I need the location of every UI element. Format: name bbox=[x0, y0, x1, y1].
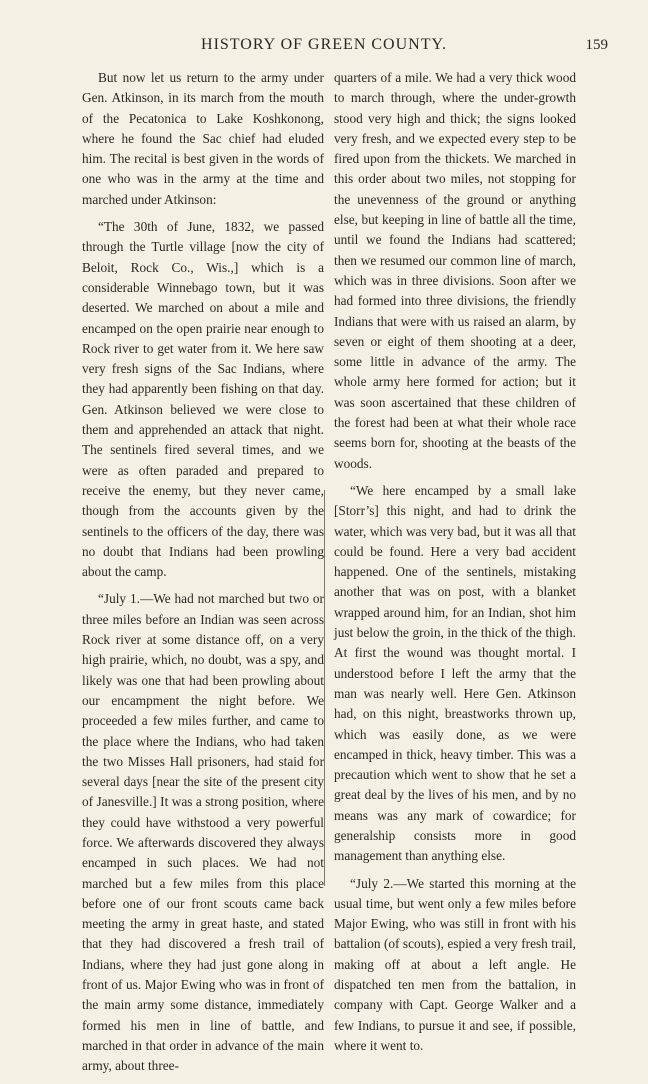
paragraph: “We here encamped by a small lake [Storr’s] this night, and had to drink the water, which was very bad, but it was all that could be found. Here a very bad accident happened. One of the sentinels, mistaking another that was on post, with a blanket wrapped around him, for an Indian, shot him just below the groin, in the thick of the thigh. At first the wound was thought mortal. I understood before I left the army that the man was nearly well. Here Gen. Atkinson had, on this night, breastworks thrown up, which was easily done, as we were encamped in thick, heavy timber. This was a precaution which went to show that he set a great deal by the lives of his men, and by no means was any mark of cowardice; for generalship consists more in good management than anything else. bbox=[334, 482, 576, 864]
paragraph: “The 30th of June, 1832, we passed through the Turtle village [now the city of Beloit, Rock Co., Wis.,] which is a considerable Winnebago town, but it was deserted. We marched on about a mile and encamped on the open prairie near enough to Rock river to get water from it. We here saw very fresh signs of the Sac Indians, where they had apparently been fishing on that day. Gen. Atkinson believed we were close to them and apprehended an attack that night. The sentinels fired several times, and we were as often paraded and prepared to receive the enemy, but they never came, though from the accounts given by the sentinels to the officers of the day, there was no doubt that Indians had been prowling about the camp. bbox=[82, 219, 324, 580]
paragraph: But now let us return to the army under Gen. Atkinson, in its march from the mouth of the Pecatonica to Lake Koshkonong, where he found the Sac chief had eluded him. The recital is best given in the words of one who was in the army at the time and marched under Atkinson: bbox=[82, 70, 324, 207]
page-number: 159 bbox=[585, 37, 608, 53]
right-column bbox=[334, 68, 576, 1063]
paragraph: “July 2.—We started this morning at the usual time, but went only a few miles before Major Ewing, who was still in front with his battalion (of scouts), espied a very fresh trail, making off at about a left angle. He dispatched ten men from the battalion, in company with Capt. George Walker and a few Indians, to pursue it and see, if possible, where it went to. bbox=[334, 875, 576, 1053]
paragraph-continuation: quarters of a mile. We had a very thick wood to march through, where the under-growth stood very high and thick; the signs looked very fresh, and we expected every step to be fired upon from the thickets. We marched in this order about two miles, not stopping for the unevenness of the ground or anything else, but keeping in line of battle all the time, until we found the Indians had scattered; then we resumed our common line of march, which was in three divisions. Soon after we had formed into three divisions, the friendly Indians that were with us raised an alarm, by seven or eight of them shooting at a deer, some little in advance of the army. The whole army here formed for action; but it was soon ascertained that these children of the forest had been at what their whole race seems born for, shooting at the beasts of the woods. bbox=[334, 70, 576, 471]
paragraph: “July 1.—We had not marched but two or three miles before an Indian was seen across Rock river at some distance off, on a very high prairie, which, no doubt, was a spy, and likely was one that had been prowling about our encampment the night before. We proceeded a few miles further, and came to the place where the Indians, who had taken the two Misses Hall prisoners, had staid for several days [near the site of the present city of Janesville.] It was a strong position, where they could have withstood a very powerful force. We afterwards discovered they always encamped in such places. We had not marched but a few miles from this place before one of our front scouts came back meeting the army in great haste, and stated that they had discovered a fresh trail of Indians, where they had just gone along in front of us. Major Ewing who was in front of the main army some distance, immediately formed his men in line of battle, and marched in that order in advance of the main army, about three- bbox=[82, 591, 324, 1074]
column-divider bbox=[324, 490, 325, 886]
left-column bbox=[82, 68, 324, 1084]
page-header bbox=[0, 36, 648, 58]
running-title: HISTORY OF GREEN COUNTY. bbox=[201, 36, 447, 53]
